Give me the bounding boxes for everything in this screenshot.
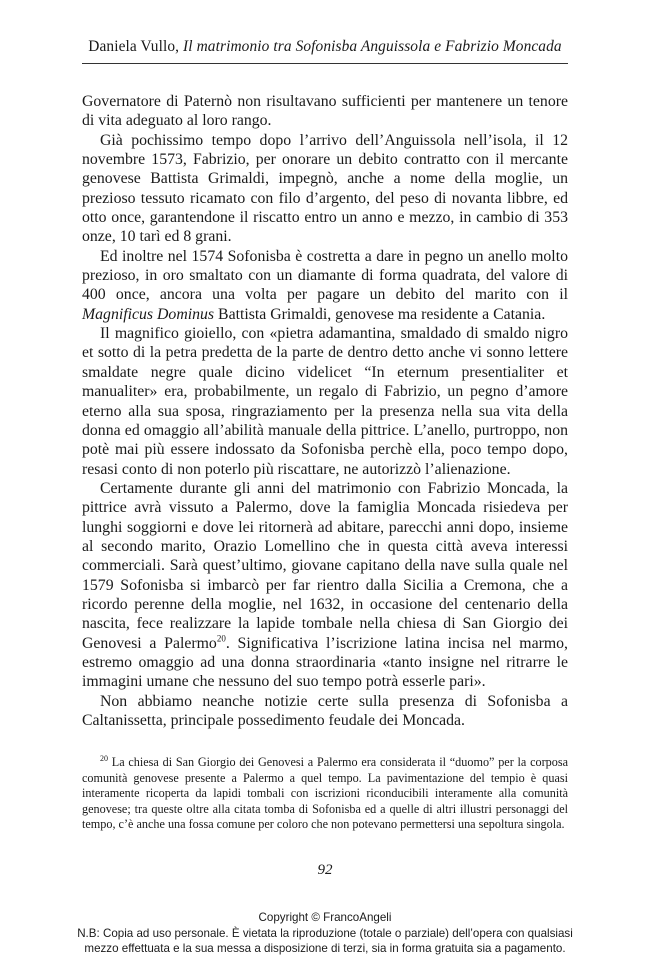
copyright-line-2: N.B: Copia ad uso personale. È vietata la riproduzione (totale o parziale) dell’opera con qualsiasi: [77, 926, 573, 940]
copyright-line-1: Copyright © FrancoAngeli: [258, 911, 392, 924]
footnote-reference[interactable]: 20: [216, 633, 226, 644]
paragraph-5-text-a: Certamente durante gli anni del matrimonio con Fabrizio Moncada, la pittrice avrà vissuto a Palermo, dove la famiglia Moncada risiedeva per lunghi soggiorni e dove lei ritornerà ad abitare, parecchi anni dopo, insieme al secondo marito, Orazio Lomellino che in questa città aveva interessi commerciali. Sarà quest’ultimo, giovane capitano della nave sulla quale nel 1579 Sofonisba si imbarcò per far rientro dalla Sicilia a Cremona, che a ricordo perenne della moglie, nel 1632, in occasione del centenario della nascita, fece realizzare la lapide tombale nella chiesa di San Giorgio dei Genovesi a Palermo: [82, 479, 568, 652]
header-title: Il matrimonio tra Sofonisba Anguissola e Fabrizio Moncada: [183, 38, 562, 55]
running-header: [82, 38, 568, 56]
page-number: 92: [317, 862, 333, 878]
copyright-line-3: mezzo effettuata e la sua messa a disposizione di terzi, sia in forma gratuita sia a pagamento.: [84, 942, 566, 955]
paragraph-5: [82, 479, 568, 692]
footnote: [82, 755, 568, 833]
paragraph-3-text-a: Ed inoltre nel 1574 Sofonisba è costretta a dare in pegno un anello molto prezioso, in oro smaltato con un diamante di forma quadrata, del valore di 400 once, ancora una volta per pagare un debito del marito con il: [82, 247, 568, 304]
header-rule: [82, 63, 568, 64]
paragraph-5-text-b: . Significativa l’iscrizione latina incisa nel marmo, estremo omaggio ad una donna straordinaria «tanto insigne nel ritrarre le immagini umane che nessuno del suo tempo potrà esserle pari».: [82, 634, 568, 691]
paragraph-3: [82, 247, 568, 324]
copyright-notice: [0, 910, 650, 957]
footnote-text: La chiesa di San Giorgio dei Genovesi a Palermo era considerata il “duomo” per la corposa comunità genovese presente a Palermo a quel tempo. La pavimentazione del tempio è quasi interamente ricoperta da lapidi tombali con iscrizioni riconducibili interamente alla comunità genovese; tra queste oltre alla citata tomba di Sofonisba ed a quelle di altri illustri personaggi del tempo, c’è anche una fossa comune per coloro che non potevano permettersi una sepoltura singola.: [82, 755, 568, 832]
header-author: Daniela Vullo,: [88, 38, 184, 55]
paragraph-2: Già pochissimo tempo dopo l’arrivo dell’Anguissola nell’isola, il 12 novembre 1573, Fabrizio, per onorare un debito contratto con il mercante genovese Battista Grimaldi, impegnò, anche a nome della moglie, un prezioso tessuto ricamato con filo d’argento, del peso di novanta libbre, ed otto once, garantendone il riscatto entro un anno e mezzo, in cambio di 353 onze, 10 tarì ed 8 grani.: [82, 131, 568, 246]
footnote-number: 20: [100, 753, 108, 763]
paragraph-4: Il magnifico gioiello, con «pietra adamantina, smaldado di smaldo nigro et sotto di la petra predetta de la parte de dentro detto anche vi sonno lettere smaldate negre quale dicino videlicet “In eternum presentialiter et manualiter» era, probabilmente, un regalo di Fabrizio, un pegno d’amore eterno alla sua sposa, ringraziamento per la presenza nella sua vita della donna ed omaggio all’abilità manuale della pittrice. L’anello, purtroppo, non potè mai più essere indossato da Sofonisba perchè ella, poco tempo dopo, resasi conto di non poterlo più riscattare, ne autorizzò l’alienazione.: [82, 325, 568, 478]
body-text: [82, 92, 568, 730]
paragraph-1: Governatore di Paternò non risultavano sufficienti per mantenere un tenore di vita adeguato al loro rango.: [82, 93, 568, 130]
paragraph-3-text-b: Battista Grimaldi, genovese ma residente a Catania.: [214, 305, 546, 323]
paragraph-3-italic: Magnificus Dominus: [82, 305, 215, 323]
paragraph-6: Non abbiamo neanche notizie certe sulla presenza di Sofonisba a Caltanissetta, principale possedimento feudale dei Moncada.: [82, 692, 568, 729]
footnote-paragraph: [82, 755, 568, 833]
